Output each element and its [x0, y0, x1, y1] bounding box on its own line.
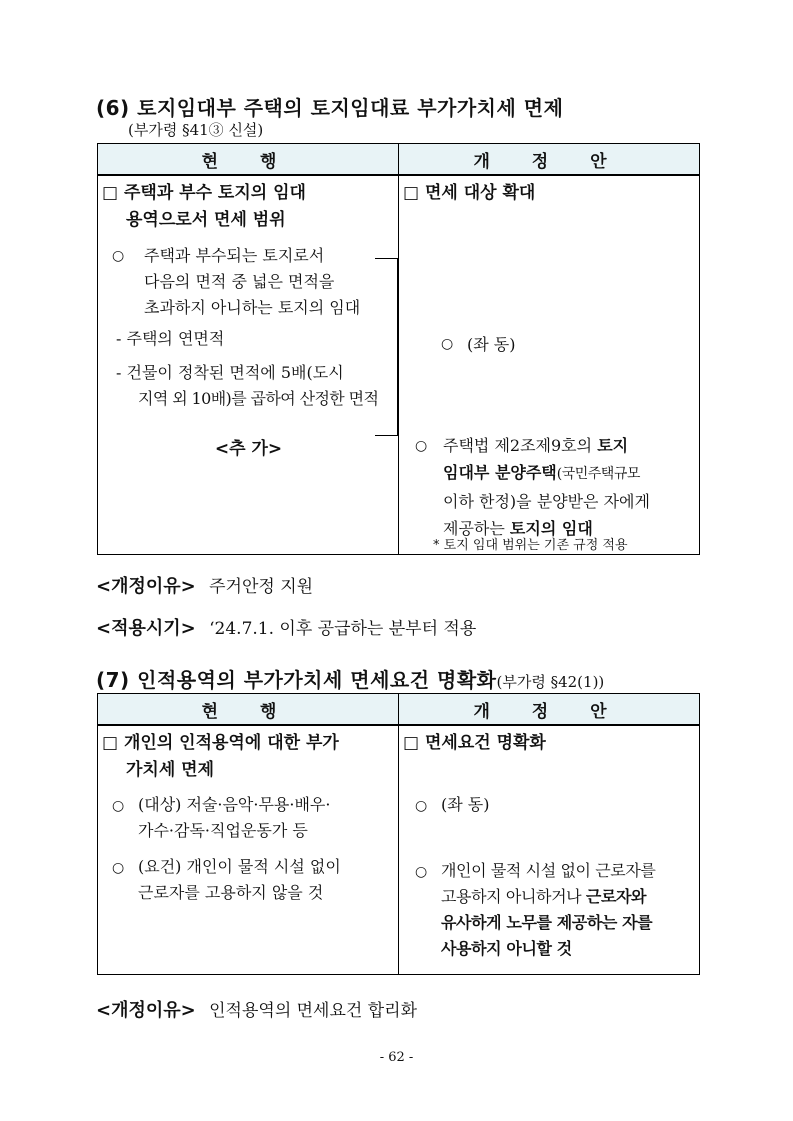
- section6-proposed-item2: 주택법 제2조제9호의 토지 임대부 분양주택(국민주택규모 이하 한정)을 분양받은 자에게 제공하는 토지의 임대: [443, 436, 650, 538]
- section6-apply: <적용시기> ‘24.7.1. 이후 공급하는 분부터 적용: [96, 618, 477, 639]
- section6-table: [97, 143, 700, 555]
- section6-proposed-header: □ 면세 대상 확대: [403, 183, 536, 203]
- section7-bullet-1: ○: [112, 798, 125, 814]
- section6-current-cell: [98, 176, 398, 554]
- page-number: - 62 -: [379, 1050, 414, 1065]
- section6-col-current: 현 행: [98, 144, 399, 176]
- section6-current-add: <추 가>: [214, 439, 283, 459]
- section7-proposed-item2: 개인이 물적 시설 없이 근로자를 고용하지 아니하거나 근로자와 유사하게 노무를 제공하는 자를 사용하지 아니할 것: [441, 861, 656, 958]
- section6-col-proposed: 개 정 안: [399, 144, 700, 176]
- section7-current-item1: (대상) 저술·음악·무용·배우· 가수·감독·직업운동가 등: [138, 795, 331, 840]
- section7-proposed-cell: [399, 726, 699, 974]
- section6-bullet-2: ○: [441, 336, 454, 352]
- section6-current-header: □ 주택과 부수 토지의 임대 용역으로서 면세 범위: [102, 183, 306, 230]
- section7-current-item2: (요건) 개인이 물적 시설 없이 근로자를 고용하지 않을 것: [138, 857, 341, 902]
- section6-current-item1: 주택과 부수되는 토지로서 다음의 면적 중 넓은 면적을 초과하지 아니하는 토지의 임대: [144, 246, 361, 317]
- section7-col-current: 현 행: [98, 694, 399, 726]
- section6-subref: (부가령 §41③ 신설): [128, 121, 264, 139]
- section7-current-cell: [98, 726, 398, 974]
- section7-proposed-header: □ 면세요건 명확화: [403, 733, 546, 753]
- section6-reason: <개정이유> 주거안정 지원: [96, 576, 314, 597]
- section7-current-header: □ 개인의 인적용역에 대한 부가 가치세 면제: [102, 733, 339, 780]
- section6-bracket: [375, 258, 398, 436]
- section6-proposed-cell: [399, 176, 699, 554]
- section7-proposed-same: (좌 동): [441, 795, 490, 814]
- section6-bullet-3: ○: [415, 438, 428, 454]
- section6-current-sub2: - 건물이 정착된 면적에 5배(도시 지역 외 10배)를 곱하여 산정한 면적: [116, 363, 379, 408]
- section7-bullet-3: ○: [415, 798, 428, 814]
- section6-title: (6) 토지임대부 주택의 토지임대료 부가가치세 면제: [96, 96, 564, 120]
- section6-proposed-same: (좌 동): [467, 335, 516, 354]
- section7-col-proposed: 개 정 안: [399, 694, 700, 726]
- section7-bullet-2: ○: [112, 860, 125, 876]
- section7-table: [97, 693, 700, 975]
- section7-subref: (부가령 §42(1)): [496, 673, 605, 691]
- section7-title: (7) 인적용역의 부가가치세 면세요건 명확화(부가령 §42(1)): [96, 668, 605, 692]
- section6-bullet-1: ○: [112, 248, 125, 264]
- section6-proposed-note: * 토지 임대 범위는 기존 규정 적용: [433, 538, 628, 553]
- section7-bullet-4: ○: [415, 864, 428, 880]
- section6-current-sub1: - 주택의 연면적: [116, 329, 225, 348]
- section7-reason: <개정이유> 인적용역의 면세요건 합리화: [96, 1000, 417, 1021]
